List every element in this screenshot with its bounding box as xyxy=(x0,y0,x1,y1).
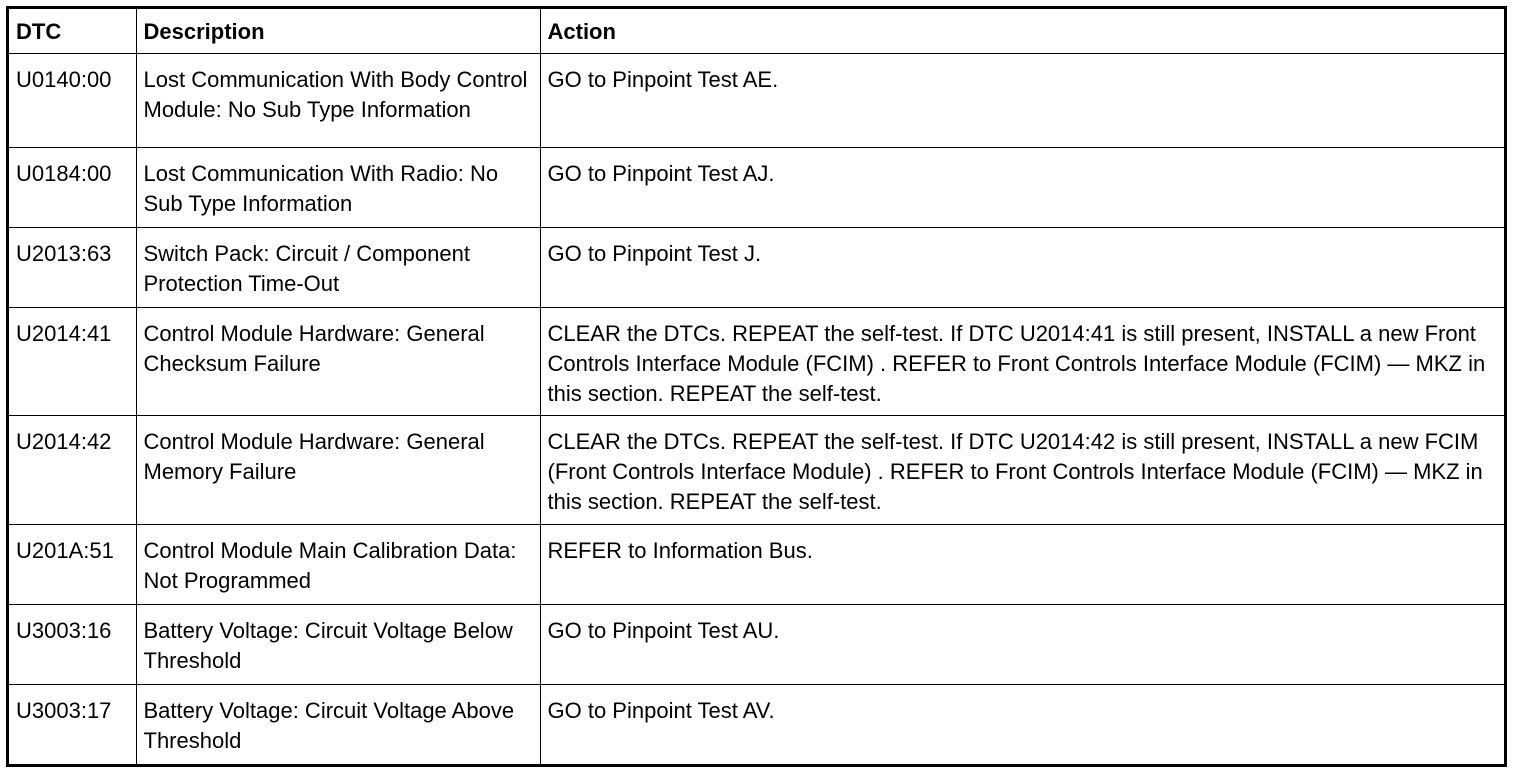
description-cell: Battery Voltage: Circuit Voltage Below Threshold xyxy=(136,604,540,684)
description-cell: Control Module Hardware: General Checksum Failure xyxy=(136,307,540,416)
header-row xyxy=(9,9,1504,53)
table-row xyxy=(9,53,1504,147)
action-cell: CLEAR the DTCs. REPEAT the self-test. If DTC U2014:42 is still present, INSTALL a new FCIM (Front Controls Interface Module) . REFER to Front Controls Interface Module (FCIM) — MKZ in this section. REPEAT the self-test. xyxy=(540,416,1504,525)
table-row xyxy=(9,147,1504,227)
table-row xyxy=(9,416,1504,525)
action-cell: GO to Pinpoint Test J. xyxy=(540,227,1504,307)
table-row xyxy=(9,227,1504,307)
header-description: Description xyxy=(136,9,540,53)
description-cell: Lost Communication With Body Control Module: No Sub Type Information xyxy=(136,53,540,147)
table-row xyxy=(9,604,1504,684)
header-dtc: DTC xyxy=(9,9,136,53)
action-cell: REFER to Information Bus. xyxy=(540,524,1504,604)
description-cell: Battery Voltage: Circuit Voltage Above Threshold xyxy=(136,684,540,764)
dtc-cell: U2014:41 xyxy=(9,307,136,416)
action-cell: GO to Pinpoint Test AE. xyxy=(540,53,1504,147)
description-cell: Lost Communication With Radio: No Sub Type Information xyxy=(136,147,540,227)
dtc-cell: U2014:42 xyxy=(9,416,136,525)
description-cell: Switch Pack: Circuit / Component Protection Time-Out xyxy=(136,227,540,307)
dtc-table xyxy=(9,9,1504,764)
dtc-cell: U3003:16 xyxy=(9,604,136,684)
dtc-table-frame xyxy=(6,6,1507,767)
table-row xyxy=(9,307,1504,416)
description-cell: Control Module Hardware: General Memory Failure xyxy=(136,416,540,525)
action-cell: GO to Pinpoint Test AJ. xyxy=(540,147,1504,227)
table-row xyxy=(9,524,1504,604)
dtc-cell: U201A:51 xyxy=(9,524,136,604)
table-row xyxy=(9,684,1504,764)
header-action: Action xyxy=(540,9,1504,53)
description-cell: Control Module Main Calibration Data: Not Programmed xyxy=(136,524,540,604)
dtc-cell: U3003:17 xyxy=(9,684,136,764)
dtc-cell: U2013:63 xyxy=(9,227,136,307)
action-cell: GO to Pinpoint Test AV. xyxy=(540,684,1504,764)
action-cell: CLEAR the DTCs. REPEAT the self-test. If DTC U2014:41 is still present, INSTALL a new Front Controls Interface Module (FCIM) . REFER to Front Controls Interface Module (FCIM) — MKZ in this section. REPEAT the self-test. xyxy=(540,307,1504,416)
dtc-cell: U0184:00 xyxy=(9,147,136,227)
action-cell: GO to Pinpoint Test AU. xyxy=(540,604,1504,684)
dtc-cell: U0140:00 xyxy=(9,53,136,147)
